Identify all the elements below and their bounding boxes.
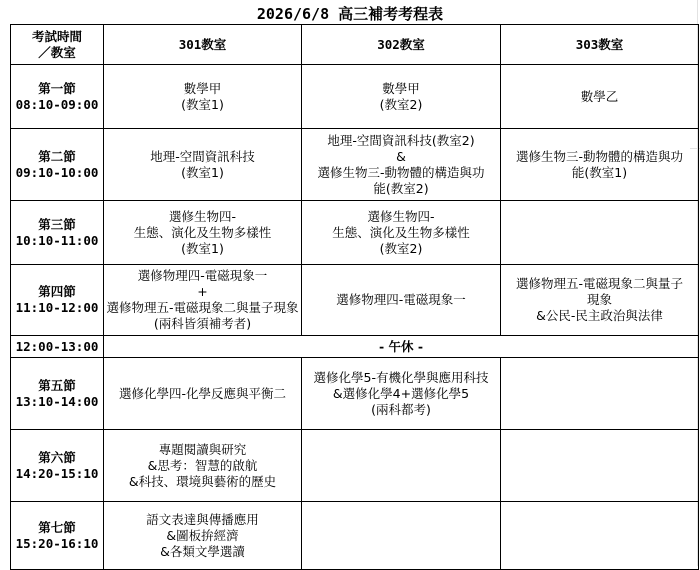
exam-subject-line: 數學甲 [183,80,222,96]
exam-subject-line: 能(教室2) [373,180,429,196]
exam-cell-room-301[interactable] [104,201,302,265]
exam-cell-room-303[interactable] [501,129,699,201]
lunch-time-cell[interactable]: 12:00-13:00 [11,336,104,358]
period-row [11,358,699,430]
corner-header-cell[interactable] [11,25,104,65]
exam-subject-line: 選修物理五-電磁現象二與量子現象 [106,300,299,315]
period-label: 第七節 [38,519,76,535]
exam-cell-room-301[interactable] [104,430,302,502]
exam-subject-line: 選修生物四- [168,208,236,224]
exam-subject-line: 數學甲 [382,80,420,96]
exam-subject-line: 地理-空間資訊科技(教室2) [327,132,475,148]
period-time: 14:20-15:10 [15,465,99,481]
exam-subject-line: 選修生物三-動物體的構造與功 [317,164,485,180]
schedule-title: 2026/6/8 高三補考考程表 [256,5,444,23]
exam-subject-line: &公民-民主政治與法律 [536,308,663,323]
exam-subject-line: & [396,148,406,164]
exam-subject-line: 選修生物三-動物體的構造與功 [515,148,683,164]
exam-subject-line: (兩科都考) [371,401,431,417]
period-label: 第三節 [38,216,76,232]
header-row [11,25,699,65]
period-label: 第一節 [38,80,76,96]
period-time-cell[interactable] [11,265,104,336]
exam-cell-room-302[interactable] [302,129,501,201]
exam-cell-room-302[interactable] [302,201,501,265]
exam-subject-line: 選修生物四- [367,208,435,224]
exam-subject-line: + [197,284,208,299]
exam-subject-line: 數學乙 [580,88,619,104]
exam-subject-line: 選修物理四-電磁現象一 [336,292,466,307]
exam-cell-room-301[interactable] [104,265,302,336]
exam-cell-room-302[interactable] [302,265,501,336]
exam-cell-room-302[interactable] [302,430,501,502]
exam-subject-line: (兩科皆須補考者) [153,316,252,331]
exam-subject-line: &圖板拚經濟 [166,527,239,543]
exam-cell-room-301[interactable] [104,65,302,129]
exam-subject-line: 生態、演化及生物多樣性 [133,224,272,240]
exam-cell-room-303[interactable] [501,65,699,129]
period-row [11,201,699,265]
exam-cell-room-302[interactable] [302,502,501,570]
exam-cell-room-303[interactable] [501,201,699,265]
exam-cell-room-303[interactable] [501,430,699,502]
exam-cell-room-301[interactable] [104,502,302,570]
period-row [11,430,699,502]
lunch-break-cell[interactable]: - 午休 - [104,336,699,358]
period-time-cell[interactable] [11,502,104,570]
period-time-cell[interactable] [11,129,104,201]
exam-cell-room-303[interactable] [501,358,699,430]
period-time: 15:20-16:10 [15,535,99,551]
exam-subject-line: &思考：智慧的啟航 [147,457,258,473]
period-time-cell[interactable] [11,65,104,129]
exam-cell-room-301[interactable] [104,358,302,430]
exam-cell-room-303[interactable] [501,502,699,570]
exam-cell-room-302[interactable] [302,358,501,430]
exam-cell-room-301[interactable] [104,129,302,201]
period-time: 09:10-10:00 [15,164,99,180]
exam-subject-line: 語文表達與傳播應用 [146,511,259,527]
exam-subject-line: 專題閱讀與研究 [158,441,247,457]
period-row [11,265,699,336]
period-label: 第五節 [38,377,76,393]
exam-subject-line: 生態、演化及生物多樣性 [332,224,470,240]
exam-subject-line: 選修化學5-有機化學與應用科技 [313,369,489,385]
period-label: 第四節 [38,284,76,299]
exam-subject-line: &科技、環境與藝術的歷史 [128,473,277,489]
exam-subject-line: 地理-空間資訊科技 [150,148,255,164]
period-time: 11:10-12:00 [15,300,99,315]
exam-subject-line: 現象 [586,292,612,307]
exam-cell-room-302[interactable] [302,65,501,129]
exam-subject-line: 選修化學四-化學反應與平衡二 [118,385,286,401]
period-label: 第六節 [38,449,76,465]
exam-subject-line: &各類文學選讀 [160,543,245,559]
exam-subject-line: 選修物理四-電磁現象一 [137,268,268,283]
exam-subject-line: 選修物理五-電磁現象二與量子 [515,276,683,291]
lunch-row [11,336,699,358]
period-label: 第二節 [38,148,76,164]
room-header-303[interactable]: 303教室 [501,25,699,65]
corner-header-line: ／教室 [38,44,76,60]
period-time: 08:10-09:00 [15,96,99,112]
period-time-cell[interactable] [11,201,104,265]
period-row [11,502,699,570]
exam-subject-line: (教室2) [379,240,423,256]
period-time-cell[interactable] [11,358,104,430]
period-row [11,129,699,201]
exam-cell-room-303[interactable] [501,265,699,336]
room-header-301[interactable]: 301教室 [104,25,302,65]
exam-subject-line: &選修化學4+選修化學5 [332,385,470,401]
corner-header-line: 考試時間 [31,28,82,44]
period-row [11,65,699,129]
exam-subject-line: (教室1) [181,240,224,256]
period-time-cell[interactable] [11,430,104,502]
period-time: 10:10-11:00 [15,232,99,248]
exam-subject-line: 能(教室1) [571,164,628,180]
exam-subject-line: (教室2) [379,96,423,112]
exam-subject-line: (教室1) [181,164,224,180]
period-time: 13:10-14:00 [15,393,99,409]
exam-subject-line: (教室1) [181,96,224,112]
exam-schedule-table [10,24,699,570]
room-header-302[interactable]: 302教室 [302,25,501,65]
